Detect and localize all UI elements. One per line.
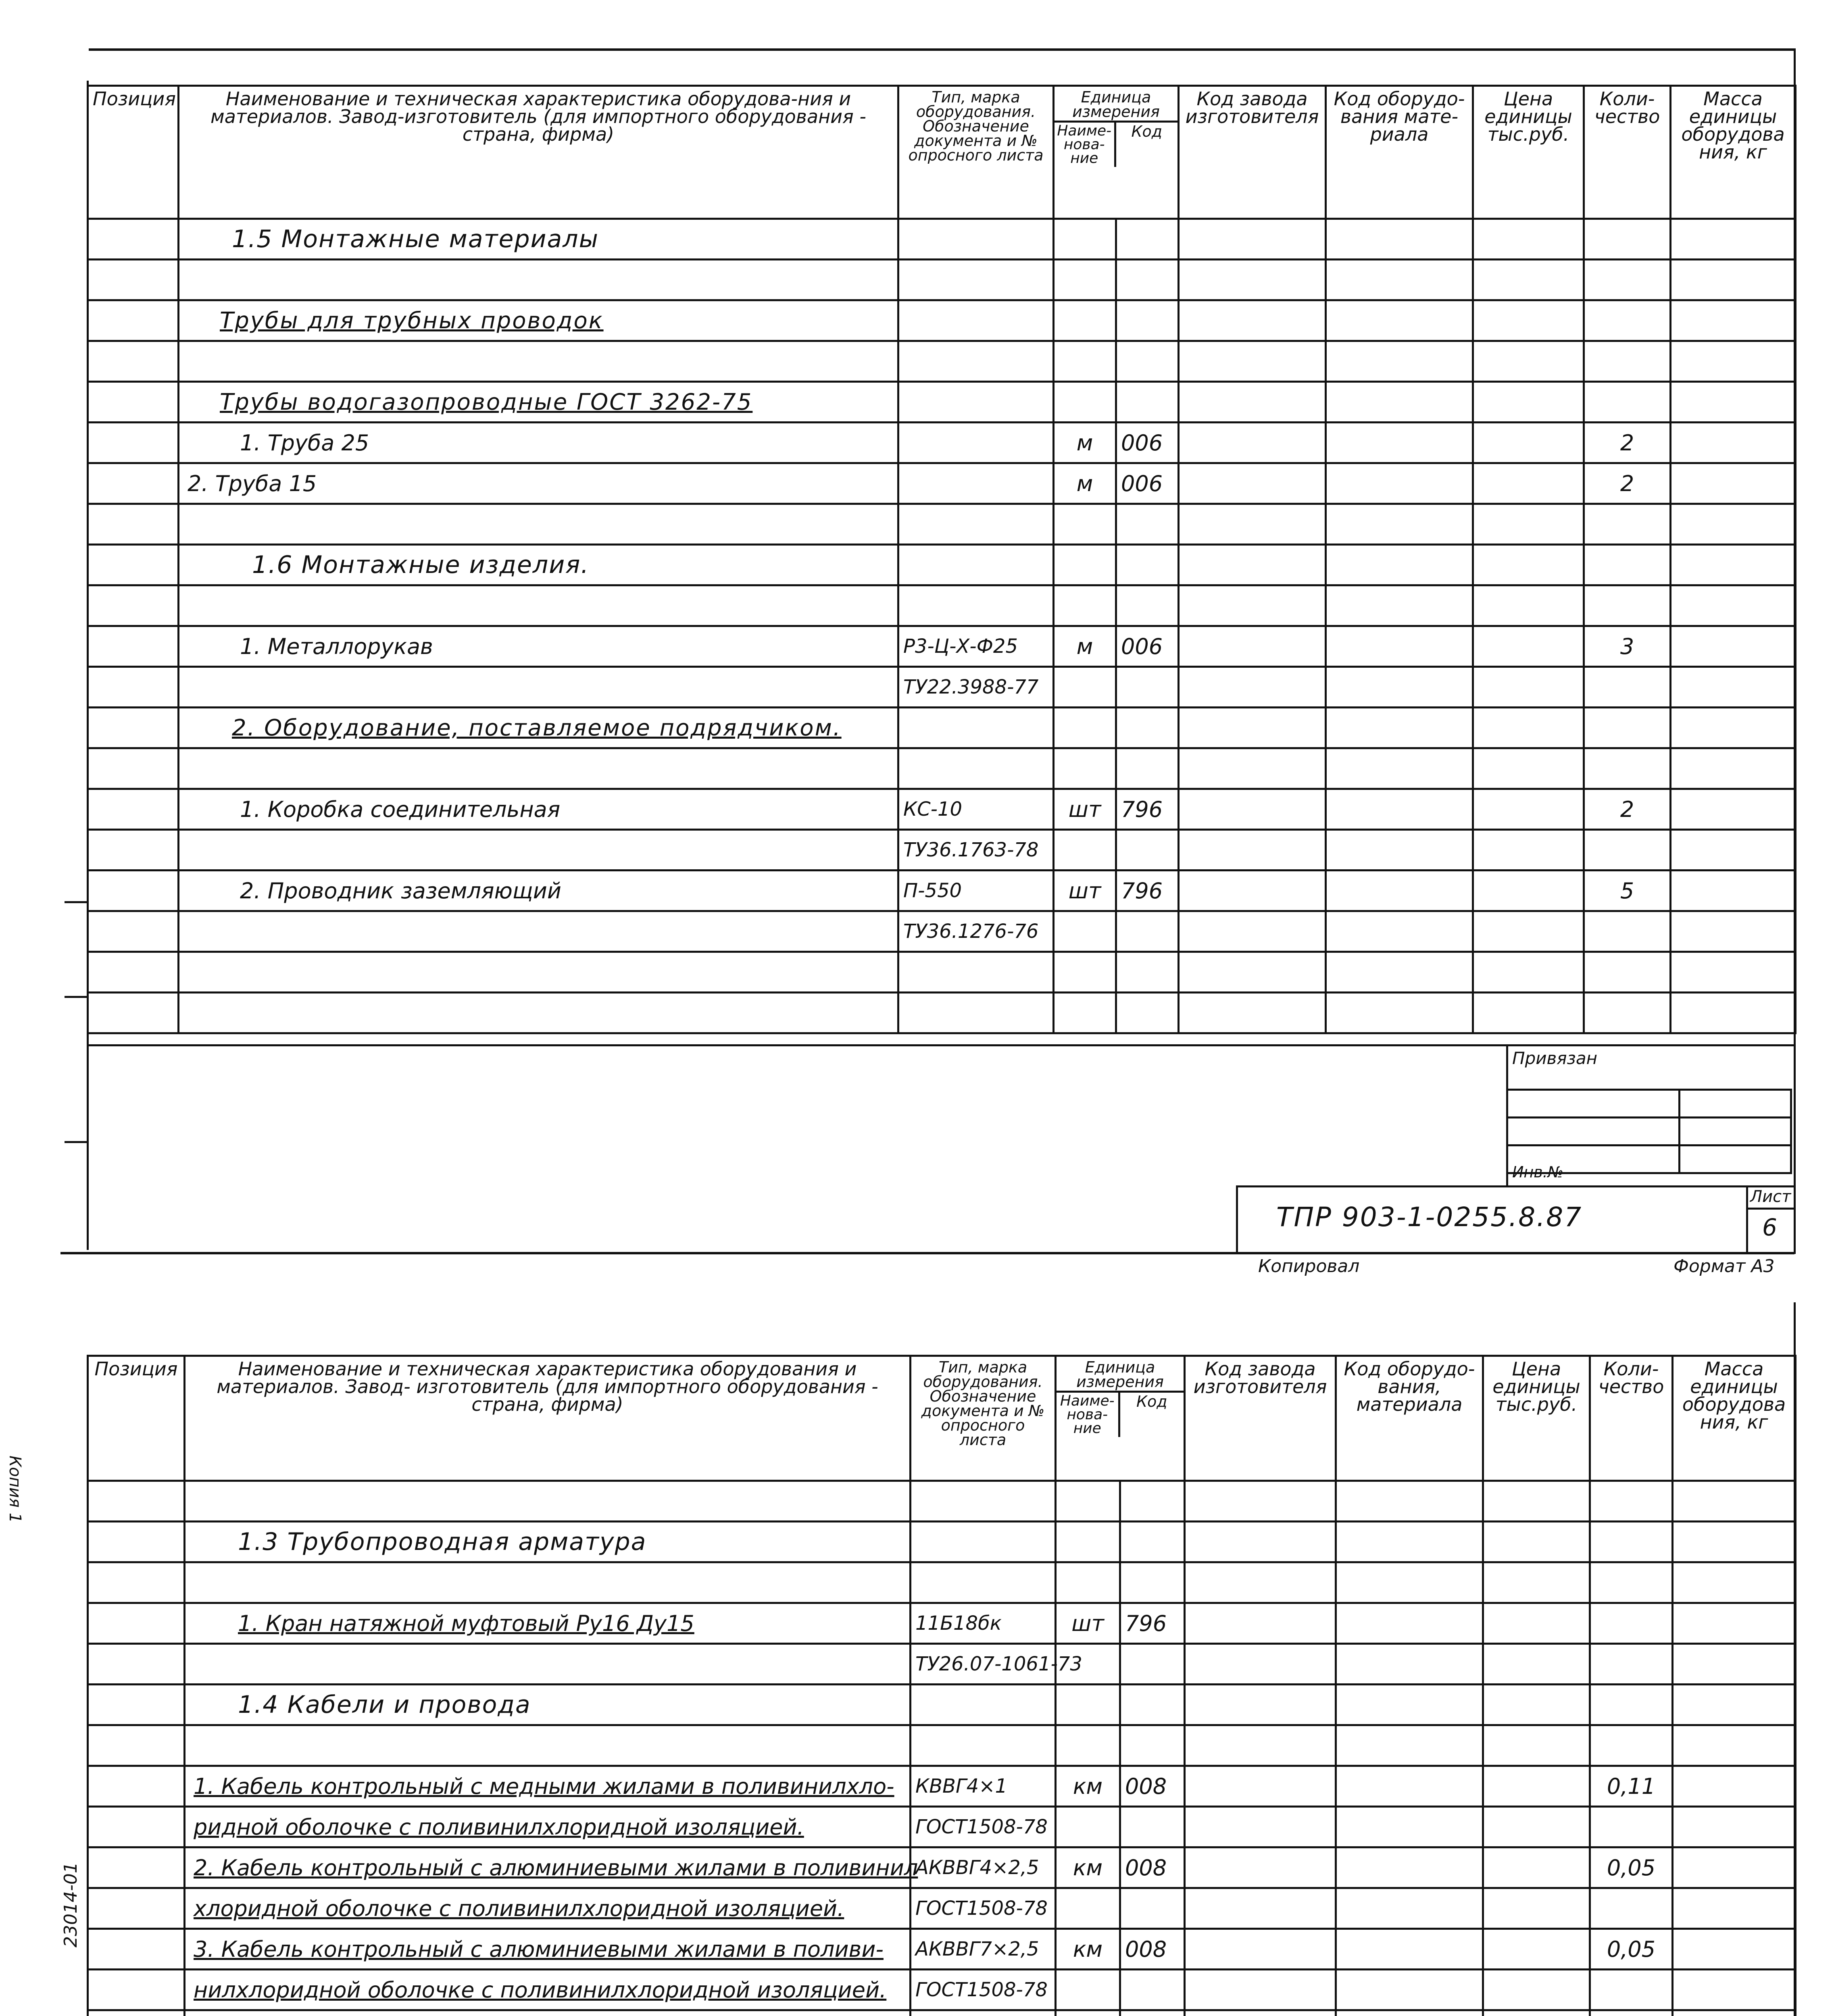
title-left	[1236, 1185, 1238, 1254]
cell-qty: 0,05	[1590, 1847, 1673, 1888]
sheet-split	[1746, 1208, 1794, 1210]
cell-position	[88, 219, 179, 260]
cell-name	[179, 260, 898, 300]
cell-position	[88, 545, 179, 585]
cell-qty: 0,11	[1590, 1766, 1673, 1807]
cell-type: КС-10	[898, 789, 1054, 830]
cell-position	[88, 911, 179, 952]
table-row	[88, 1970, 1796, 2010]
col-name: Наименование и техническая характеристика оборудования и материалов. Завод- изготовитель (для импортного оборудования - страна, фирма)	[185, 1356, 911, 1481]
table-row	[88, 463, 1796, 504]
cell-code	[1120, 1888, 1185, 1929]
cell-type: ТУ36.1763-78	[898, 830, 1054, 871]
cell-name	[179, 341, 898, 382]
cell-type	[898, 423, 1054, 463]
table-row	[88, 545, 1796, 585]
cell-name: 2. Проводник заземляющий	[179, 871, 898, 911]
cell-unit: шт	[1054, 789, 1116, 830]
cell-position	[88, 1807, 185, 1847]
cell-qty	[1584, 830, 1671, 871]
title-split	[1746, 1185, 1748, 1254]
cell-code: 008	[1120, 1929, 1185, 1970]
cell-code	[1120, 1807, 1185, 1847]
col-qty: Коли-чество	[1590, 1356, 1673, 1481]
cell-type: 11Б18бк	[911, 1603, 1056, 1644]
col-qty: Коли-чество	[1584, 86, 1671, 219]
cell-qty	[1590, 1970, 1673, 2010]
bottom-border	[60, 1252, 1794, 1254]
cell-qty: 3	[1584, 626, 1671, 667]
cell-unit: м	[1054, 423, 1116, 463]
cell-qty: 2	[1584, 789, 1671, 830]
cell-position	[88, 300, 179, 341]
cell-position	[88, 952, 179, 993]
cell-position	[88, 1970, 185, 2010]
table-row	[88, 341, 1796, 382]
col-name: Наименование и техническая характеристика оборудова-ния и материалов. Завод-изготовитель (для импортного оборудования - страна, фирма)	[179, 86, 898, 219]
cell-code	[1116, 667, 1179, 708]
doc-number: ТПР 903-1-0255.8.87	[1276, 1202, 1583, 1233]
header-row	[88, 1356, 1796, 1481]
cell-name: 1. Кран натяжной муфтовый Ру16 Ду15	[185, 1603, 911, 1644]
col-unit	[1056, 1356, 1185, 1481]
cell-name: 1. Труба 25	[179, 423, 898, 463]
cell-position	[88, 260, 179, 300]
cell-position	[88, 993, 179, 1033]
sheet-label: Лист	[1750, 1187, 1791, 1206]
table-row	[88, 1603, 1796, 1644]
cell-position	[88, 1847, 185, 1888]
stamp-top	[87, 1044, 1794, 1046]
cell-type: АКВВГ7×2,5	[911, 1929, 1056, 1970]
col-mass: Масса единицы оборудова ния, кг	[1671, 86, 1796, 219]
cell-name: 2. Кабель контрольный с алюминиевыми жилами в поливинил	[185, 1847, 911, 1888]
cell-type: ГОСТ1508-78	[911, 1970, 1056, 2010]
unit-label: Единица измерения	[1076, 1358, 1164, 1391]
cell-code: 796	[1116, 789, 1179, 830]
cell-qty	[1590, 1644, 1673, 1685]
cell-type: КВВГ4×1	[911, 1766, 1056, 1807]
table-row	[88, 667, 1796, 708]
table-row	[88, 1847, 1796, 1888]
cell-position	[88, 2010, 185, 2016]
cell-position	[88, 382, 179, 423]
col-plant-code: Код завода изготовителя	[1179, 86, 1326, 219]
table-row	[88, 219, 1796, 260]
col-price: Цена единицы тыс.руб.	[1473, 86, 1584, 219]
cell-position	[88, 1685, 185, 1725]
cell-code: 008	[1120, 1766, 1185, 1807]
cell-type: ГОСТ1508-78	[911, 1888, 1056, 1929]
cell-position	[88, 1481, 185, 1522]
cell-name	[185, 1644, 911, 1685]
cell-name: 2. Оборудование, поставляемое подрядчиком.	[179, 708, 898, 748]
cell-name	[185, 1562, 911, 1603]
spec-sheet-5	[0, 1302, 1834, 2016]
table-row	[88, 1481, 1796, 1522]
cell-code	[1120, 1644, 1185, 1685]
cell-unit	[1054, 830, 1116, 871]
cell-type: ТУ36.1276-76	[898, 911, 1054, 952]
cell-unit	[1054, 667, 1116, 708]
cell-position	[88, 423, 179, 463]
cell-qty	[1584, 667, 1671, 708]
cell-code: 006	[1116, 423, 1179, 463]
cell-name: Трубы водогазопроводные ГОСТ 3262-75	[179, 382, 898, 423]
cell-type: ТУ26.07-1061-73	[911, 1644, 1056, 1685]
cell-position	[88, 463, 179, 504]
table-row	[88, 789, 1796, 830]
cell-name: ридной оболочке с поливинилхлоридной изоляцией.	[185, 1807, 911, 1847]
table-row	[88, 1725, 1796, 1766]
table-row	[88, 1807, 1796, 1847]
cell-name	[179, 667, 898, 708]
cell-position	[88, 871, 179, 911]
cell-name: хлоридной оболочке с поливинилхлоридной изоляцией.	[185, 1888, 911, 1929]
spec-table	[87, 85, 1796, 1034]
margin-tick	[65, 1141, 89, 1143]
inv-label: Инв.№	[1512, 1163, 1564, 1181]
table-row	[88, 1929, 1796, 1970]
cell-position	[88, 341, 179, 382]
cell-qty	[1590, 2010, 1673, 2016]
cell-position	[88, 1888, 185, 1929]
cell-unit: км	[1056, 1766, 1120, 1807]
unit-name-label: Наиме-нова-ние	[1057, 1393, 1120, 1437]
header-row	[88, 86, 1796, 219]
cell-code	[1120, 1970, 1185, 2010]
cell-position	[88, 585, 179, 626]
cell-name: 1. Коробка соединительная	[179, 789, 898, 830]
cell-code	[1116, 911, 1179, 952]
cell-unit	[1054, 911, 1116, 952]
table-row	[88, 708, 1796, 748]
cell-position	[88, 1562, 185, 1603]
cell-name	[179, 911, 898, 952]
table-row	[88, 626, 1796, 667]
col-equip-code: Код оборудо-вания мате-риала	[1326, 86, 1473, 219]
table-row	[88, 830, 1796, 871]
col-unit	[1054, 86, 1179, 219]
cell-position	[88, 504, 179, 545]
cell-code	[1116, 830, 1179, 871]
table-row	[88, 993, 1796, 1033]
cell-position	[88, 748, 179, 789]
cell-code: 006	[1116, 626, 1179, 667]
table-row	[88, 504, 1796, 545]
stamp-grid	[1506, 1089, 1792, 1174]
table-row	[88, 423, 1796, 463]
bound-label: Привязан	[1512, 1048, 1598, 1068]
cell-position	[88, 626, 179, 667]
cell-name	[179, 585, 898, 626]
cell-code: 008	[1120, 1847, 1185, 1888]
table-row	[88, 911, 1796, 952]
table-row	[88, 260, 1796, 300]
cell-position	[88, 1603, 185, 1644]
copied-label: Копировал	[1258, 1256, 1360, 1277]
cell-qty: 5	[1584, 871, 1671, 911]
cell-name	[185, 1725, 911, 1766]
cell-unit	[1056, 1970, 1120, 2010]
cell-position	[88, 1929, 185, 1970]
cell-unit: км	[1056, 1929, 1120, 1970]
cell-unit	[1056, 1888, 1120, 1929]
cell-name: 1.4 Кабели и провода	[185, 1685, 911, 1725]
table-row	[88, 1644, 1796, 1685]
cell-name	[185, 1481, 911, 1522]
table-row	[88, 1522, 1796, 1562]
cell-position	[88, 708, 179, 748]
cell-type: ТУ22.3988-77	[898, 667, 1054, 708]
cell-name: 2. Труба 15	[179, 463, 898, 504]
cell-position	[88, 1522, 185, 1562]
cell-unit: км	[1056, 1847, 1120, 1888]
cell-type: ГОСТ1508-78	[911, 1807, 1056, 1847]
col-type: Тип, марка оборудования. Обозначение документа и № опросного листа	[898, 86, 1054, 219]
cell-name: Трубы для трубных проводок	[179, 300, 898, 341]
spec-table	[87, 1355, 1796, 2016]
col-mass: Масса единицы оборудова ния, кг	[1673, 1356, 1796, 1481]
table-row	[88, 748, 1796, 789]
cell-unit	[1056, 1807, 1120, 1847]
table-row	[88, 871, 1796, 911]
cell-code	[1120, 2010, 1185, 2016]
cell-code: 006	[1116, 463, 1179, 504]
cell-unit: шт	[1054, 871, 1116, 911]
format-label: Формат А3	[1674, 1256, 1775, 1277]
cell-name	[179, 830, 898, 871]
table-row	[88, 382, 1796, 423]
cell-name: 1.6 Монтажные изделия.	[179, 545, 898, 585]
col-position: Позиция	[88, 86, 179, 219]
table-row	[88, 585, 1796, 626]
table-row	[88, 1685, 1796, 1725]
cell-type	[911, 2010, 1056, 2016]
cell-unit: шт	[1056, 1603, 1120, 1644]
cell-position	[88, 830, 179, 871]
table-row	[88, 1888, 1796, 1929]
col-equip-code: Код оборудо-вания, материала	[1336, 1356, 1483, 1481]
cell-unit: м	[1054, 626, 1116, 667]
archive-number: 23014-01	[60, 1862, 81, 1947]
cell-position	[88, 1766, 185, 1807]
col-type: Тип, марка оборудования. Обозначение документа и № опросного листа	[911, 1356, 1056, 1481]
cell-code: 796	[1120, 1603, 1185, 1644]
cell-position	[88, 1725, 185, 1766]
cell-name	[179, 993, 898, 1033]
copy-note: Копия 1	[6, 1456, 24, 1523]
cell-type	[898, 463, 1054, 504]
cell-name	[179, 504, 898, 545]
margin-tick	[65, 996, 89, 998]
cell-type: АКВВГ4×2,5	[911, 1847, 1056, 1888]
title-top	[1236, 1185, 1794, 1187]
cell-qty: 2	[1584, 463, 1671, 504]
cell-type: П-550	[898, 871, 1054, 911]
cell-qty: 2	[1584, 423, 1671, 463]
top-border	[89, 48, 1794, 51]
col-price: Цена единицы тыс.руб.	[1483, 1356, 1590, 1481]
table-row	[88, 1562, 1796, 1603]
col-plant-code: Код завода изготовителя	[1185, 1356, 1336, 1481]
cell-position	[88, 667, 179, 708]
cell-name	[179, 952, 898, 993]
table-row	[88, 2010, 1796, 2016]
table-row	[88, 1766, 1796, 1807]
unit-label: Единица измерения	[1072, 88, 1160, 121]
cell-unit: м	[1054, 463, 1116, 504]
cell-name: нилхлоридной оболочке с поливинилхлоридной изоляцией.	[185, 1970, 911, 2010]
cell-unit	[1056, 2010, 1120, 2016]
unit-code-label: Код	[1136, 1393, 1167, 1410]
table-row	[88, 952, 1796, 993]
col-position: Позиция	[88, 1356, 185, 1481]
cell-qty	[1590, 1603, 1673, 1644]
cell-qty	[1590, 1888, 1673, 1929]
cell-qty	[1584, 911, 1671, 952]
cell-qty: 0,05	[1590, 1929, 1673, 1970]
table-row	[88, 300, 1796, 341]
sheet-number: 6	[1762, 1214, 1777, 1241]
unit-name-label: Наиме-нова-ние	[1055, 123, 1116, 167]
cell-name: 1. Металлорукав	[179, 626, 898, 667]
cell-code: 796	[1116, 871, 1179, 911]
unit-code-label: Код	[1131, 123, 1162, 140]
cell-type: Р3-Ц-Х-Ф25	[898, 626, 1054, 667]
cell-position	[88, 789, 179, 830]
cell-name: 1.5 Монтажные материалы	[179, 219, 898, 260]
cell-name: 1.3 Трубопроводная арматура	[185, 1522, 911, 1562]
margin-tick	[65, 901, 89, 903]
cell-name: 1. Кабель контрольный с медными жилами в поливинилхло-	[185, 1766, 911, 1807]
cell-position	[88, 1644, 185, 1685]
cell-name	[179, 748, 898, 789]
cell-qty	[1590, 1807, 1673, 1847]
cell-name: 3. Кабель контрольный с алюминиевыми жилами в поливи-	[185, 1929, 911, 1970]
cell-name	[185, 2010, 911, 2016]
